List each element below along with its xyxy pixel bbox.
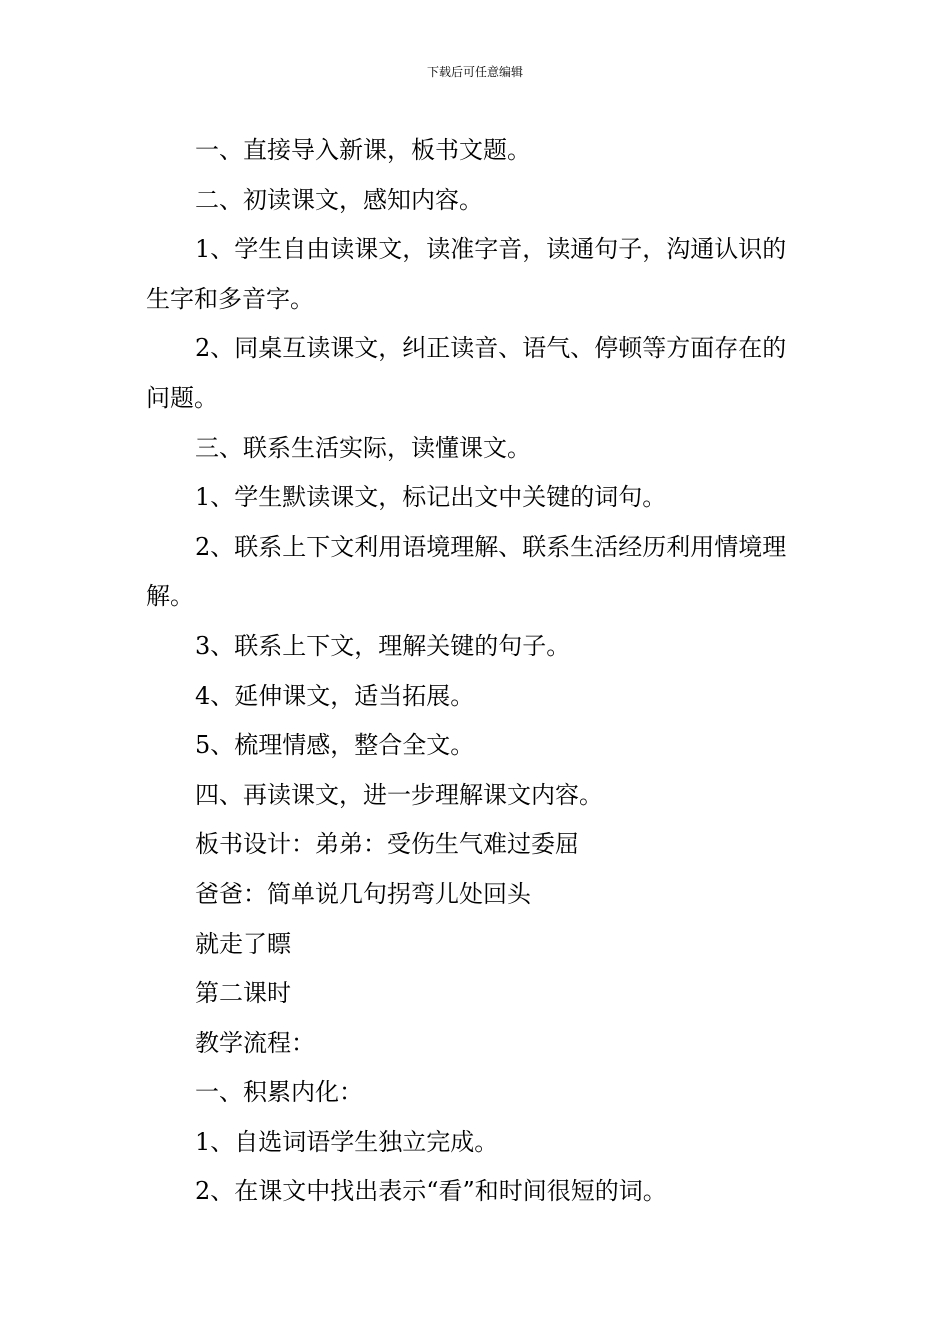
- document-body: [146, 126, 806, 1217]
- paragraph: 一、积累内化：: [195, 1078, 363, 1107]
- paragraph: 就走了瞟: [195, 929, 291, 958]
- paragraph: 三、联系生活实际，读懂课文。: [195, 433, 531, 462]
- paragraph: 爸爸：简单说几句拐弯儿处回头: [195, 879, 531, 908]
- paragraph: 教学流程：: [195, 1028, 315, 1057]
- paragraph: 二、初读课文，感知内容。: [195, 185, 483, 214]
- paragraph: 1、自选词语学生独立完成。: [195, 1127, 499, 1156]
- paragraph: 5、梳理情感，整合全文。: [195, 731, 475, 760]
- paragraph: 3、联系上下文，理解关键的句子。: [195, 631, 571, 660]
- paragraph: 4、延伸课文，适当拓展。: [195, 681, 475, 710]
- paragraph: 1、学生默读课文，标记出文中关键的词句。: [195, 483, 667, 512]
- paragraph: 一、直接导入新课，板书文题。: [195, 136, 531, 164]
- paragraph: 2、同桌互读课文，纠正读音、语气、停顿等方面存在的问题。: [146, 334, 787, 412]
- paragraph: 板书设计：弟弟：受伤生气难过委屈: [195, 830, 579, 859]
- paragraph: 第二课时: [195, 979, 291, 1008]
- page-header-note: 下载后可任意编辑: [426, 65, 523, 79]
- paragraph: 四、再读课文，进一步理解课文内容。: [195, 780, 603, 809]
- paragraph: 1、学生自由读课文，读准字音，读通句子，沟通认识的生字和多音字。: [146, 235, 787, 313]
- paragraph: 2、在课文中找出表示“看”和时间很短的词。: [195, 1177, 667, 1206]
- paragraph: 2、联系上下文利用语境理解、联系生活经历利用情境理解。: [146, 532, 787, 611]
